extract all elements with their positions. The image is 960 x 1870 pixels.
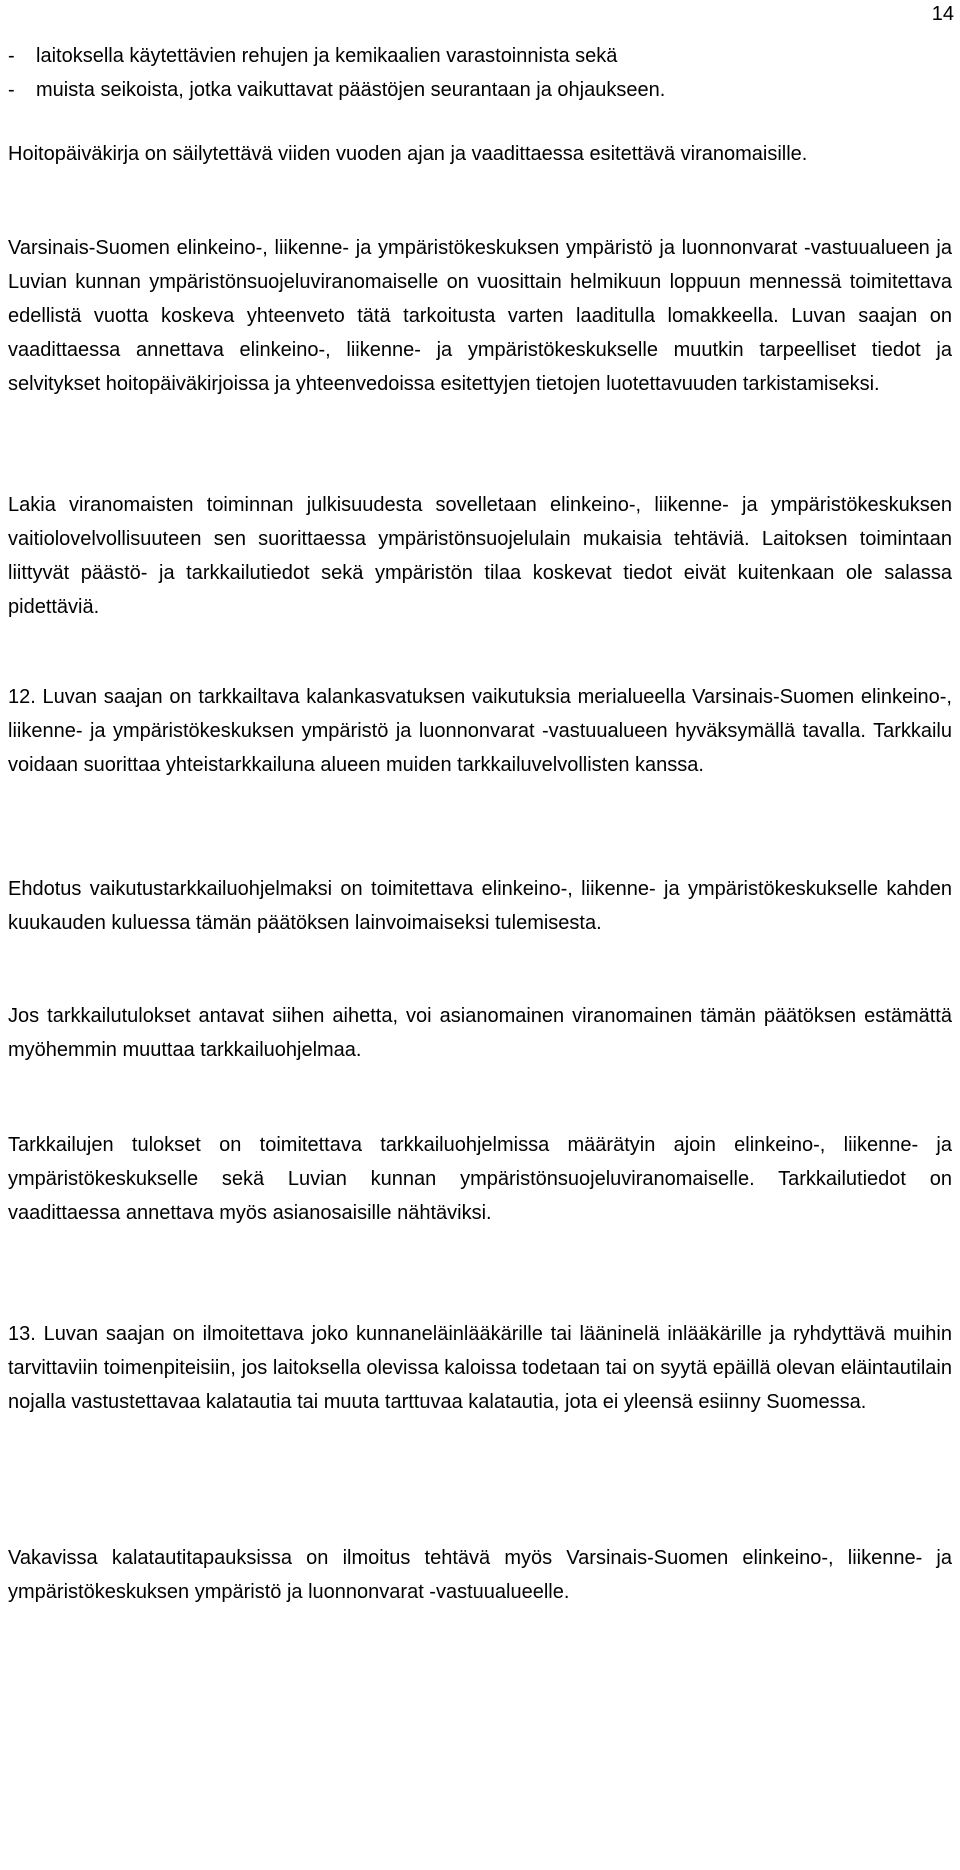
list-dash: - [8,79,15,101]
paragraph-section-13: 13. Luvan saajan on ilmoitettava joko kunnaneläinlääkärille tai lääninelä inlääkärille ja ryhdyttävä muihin tarvittaviin toimenpiteisiin, jos laitoksella olevissa kaloissa todetaan tai on syytä epäillä olevan eläintautilain nojalla vastustettavaa kalatautia tai muuta tarttuvaa kalatautia, jota ei yleensä esiinny Suomessa. [8,1323,952,1413]
list-item-text: muista seikoista, jotka vaikuttavat päästöjen seurantaan ja ohjaukseen. [36,79,666,101]
paragraph-section-12: 12. Luvan saajan on tarkkailtava kalankasvatuksen vaikutuksia merialueella Varsinais-Suomen elinkeino-, liikenne- ja ympäristökeskuksen ympäristö ja luonnonvarat -vastuualueen hyväksymällä tavalla. Tarkkailu voidaan suorittaa yhteistarkkailuna alueen muiden tarkkailuvelvollisten kanssa. [8,686,952,776]
paragraph-hoitopaivakirja: Hoitopäiväkirja on säilytettävä viiden vuoden ajan ja vaadittaessa esitettävä viranomaisille. [8,143,808,165]
paragraph-ehdotus: Ehdotus vaikutustarkkailuohjelmaksi on toimitettava elinkeino-, liikenne- ja ympäristökeskukselle kahden kuukauden kuluessa tämän päätöksen lainvoimaiseksi tulemisesta. [8,878,952,934]
list-item [8,73,952,107]
page-number: 14 [931,3,954,25]
paragraph-yhteenveto: Varsinais-Suomen elinkeino-, liikenne- ja ympäristökeskuksen ympäristö ja luonnonvarat -vastuualueen ja Luvian kunnan ympäristönsuojeluviranomaiselle on vuosittain helmikuun loppuun mennessä toimitettava edellistä vuotta koskeva yhteenveto tätä tarkoitusta varten laaditulla lomakkeella. Luvan saajan on vaadittaessa annettava elinkeino-, liikenne- ja ympäristökeskukselle muutkin tarpeelliset tiedot ja selvitykset hoitopäiväkirjoissa ja yhteenvedoissa esitettyjen tietojen luotettavuuden tarkistamiseksi. [8,237,952,395]
bullet-list [8,39,952,107]
list-item-text: laitoksella käytettävien rehujen ja kemikaalien varastoinnista sekä [36,45,618,67]
paragraph-julkisuus: Lakia viranomaisten toiminnan julkisuudesta sovelletaan elinkeino-, liikenne- ja ympäristökeskuksen vaitiolovelvollisuuteen sen suorittaessa ympäristönsuojelulain mukaisia tehtäviä. Laitoksen toimintaan liittyvät päästö- ja tarkkailutiedot sekä ympäristön tilaa koskevat tiedot eivät kuitenkaan ole salassa pidettäviä. [8,494,952,618]
list-dash: - [8,45,15,67]
list-item [8,39,952,73]
paragraph-kalatautitapaukset: Vakavissa kalatautitapauksissa on ilmoitus tehtävä myös Varsinais-Suomen elinkeino-, liikenne- ja ympäristökeskuksen ympäristö ja luonnonvarat -vastuualueelle. [8,1547,952,1603]
paragraph-tulosten-toimitus: Tarkkailujen tulokset on toimitettava tarkkailuohjelmissa määrätyin ajoin elinkeino-, liikenne- ja ympäristökeskukselle sekä Luvian kunnan ympäristönsuojeluviranomaiselle. Tarkkailutiedot on vaadittaessa annettava myös asianosaisille nähtäviksi. [8,1134,952,1224]
paragraph-tarkkailutulokset: Jos tarkkailutulokset antavat siihen aihetta, voi asianomainen viranomainen tämän päätöksen estämättä myöhemmin muuttaa tarkkailuohjelmaa. [8,1005,952,1061]
